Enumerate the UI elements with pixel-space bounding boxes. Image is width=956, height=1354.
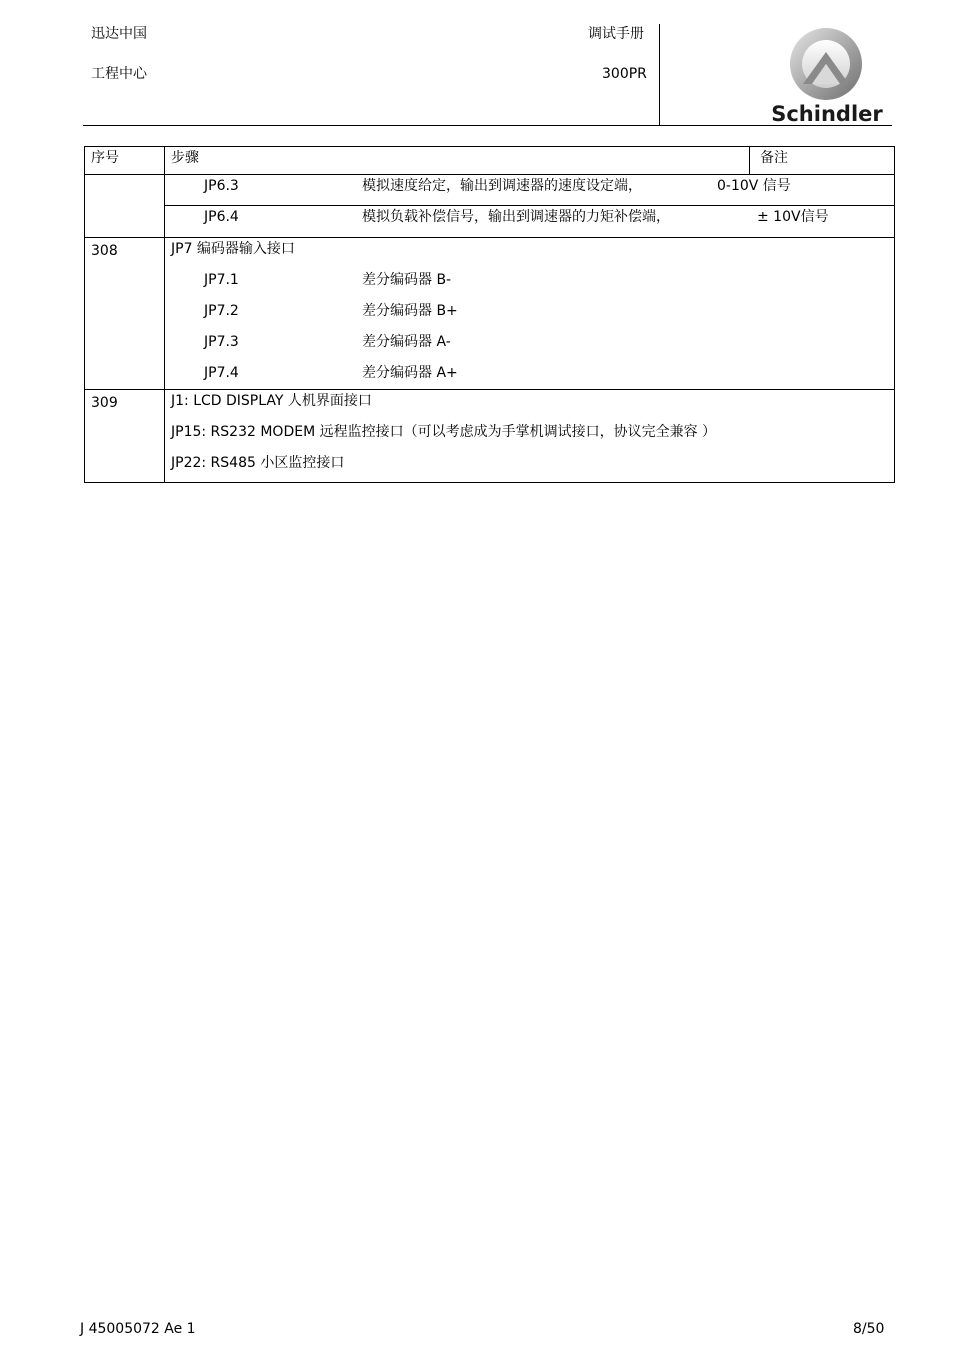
header-divider	[659, 24, 660, 125]
pin-description: 模拟负载补偿信号，输出到调速器的力矩补偿端，	[362, 209, 670, 225]
row2-steps-cell	[165, 238, 895, 390]
header-seq-cell	[85, 147, 165, 175]
row3-steps-cell	[165, 390, 895, 483]
section-title	[165, 238, 894, 269]
pin-code: JP7.2	[204, 303, 239, 319]
table-row	[85, 175, 895, 238]
interface-line: JP15: RS232 MODEM 远程监控接口（可以考虑成为手掌机调试接口，协议完全兼容 ）	[171, 424, 717, 440]
header-model: 300PR	[602, 66, 647, 82]
list-item	[165, 421, 894, 452]
table-row	[85, 390, 895, 483]
list-item	[165, 362, 894, 389]
header-remarks-cell	[750, 147, 895, 175]
list-item	[165, 390, 894, 421]
list-item	[165, 269, 894, 300]
row2-seq-cell	[85, 238, 165, 390]
pin-description: 差分编码器 B+	[362, 303, 458, 319]
list-item	[165, 175, 894, 205]
interface-line: J1: LCD DISPLAY 人机界面接口	[171, 393, 372, 409]
pin-code: JP7.3	[204, 334, 239, 350]
pin-signal: 0-10V 信号	[717, 178, 791, 194]
table-header-row	[85, 147, 895, 175]
list-item	[165, 331, 894, 362]
row1-steps-cell	[165, 175, 895, 238]
row1-seq-cell	[85, 175, 165, 238]
list-item	[165, 205, 894, 237]
pin-code: JP7.1	[204, 272, 239, 288]
list-item	[165, 452, 894, 482]
header-company: 迅达中国	[91, 26, 147, 42]
pin-description: 差分编码器 A-	[362, 334, 451, 350]
row2-seq: 308	[91, 243, 118, 259]
pin-code: JP6.4	[204, 209, 239, 225]
interface-line: JP22: RS485 小区监控接口	[171, 455, 345, 471]
list-item	[165, 300, 894, 331]
row3-seq-cell	[85, 390, 165, 483]
steps-table	[84, 146, 895, 483]
header-department: 工程中心	[91, 66, 147, 82]
row1-seq	[85, 175, 164, 177]
pin-description: 模拟速度给定，输出到调速器的速度设定端，	[362, 178, 642, 194]
pin-description: 差分编码器 B-	[362, 272, 452, 288]
footer-page-number: 8/50	[853, 1321, 885, 1337]
logo-wordmark: Schindler	[771, 102, 883, 126]
pin-code: JP7.4	[204, 365, 239, 381]
schindler-emblem-icon	[766, 26, 888, 106]
header-steps: 步骤	[171, 150, 199, 166]
connector-title: JP7 编码器输入接口	[171, 241, 295, 257]
header-steps-cell	[165, 147, 750, 175]
header-seq: 序号	[91, 150, 119, 166]
table-row	[85, 238, 895, 390]
pin-code: JP6.3	[204, 178, 239, 194]
header-remarks: 备注	[760, 150, 788, 166]
row3-seq: 309	[91, 395, 118, 411]
pin-description: 差分编码器 A+	[362, 365, 458, 381]
header-doc-type: 调试手册	[588, 26, 644, 42]
footer-doc-number: J 45005072 Ae 1	[80, 1321, 196, 1337]
pin-signal: ± 10V信号	[757, 209, 829, 225]
schindler-logo	[766, 26, 888, 126]
